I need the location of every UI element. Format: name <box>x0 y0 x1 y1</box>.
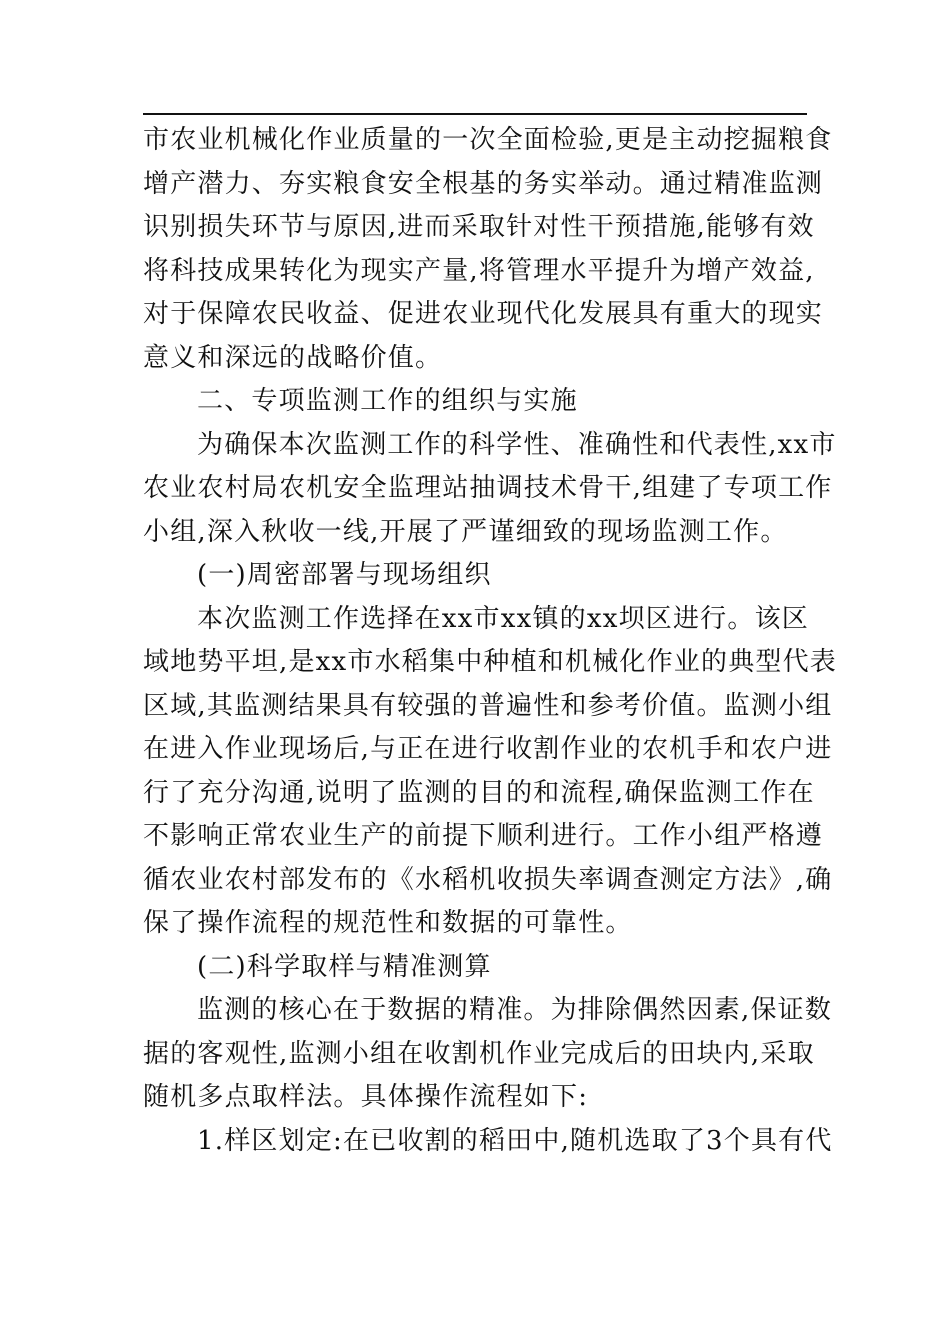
paragraph-line: 小组,深入秋收一线,开展了严谨细致的现场监测工作。 <box>143 516 788 547</box>
paragraph-line: 监测的核心在于数据的精准。为排除偶然因素,保证数 <box>197 995 833 1025</box>
paragraph-line: 识别损失环节与原因,进而采取针对性干预措施,能够有效 <box>143 212 815 242</box>
paragraph-line: 保了操作流程的规范性和数据的可靠性。 <box>143 908 633 938</box>
paragraph-line: 区域,其监测结果具有较强的普遍性和参考价值。监测小组 <box>143 690 833 721</box>
paragraph-line: 对于保障农民收益、促进农业现代化发展具有重大的现实 <box>143 299 824 329</box>
paragraph-line: 随机多点取样法。具体操作流程如下: <box>143 1082 589 1112</box>
paragraph-line: 农业农村局农机安全监理站抽调技术骨干,组建了专项工作 <box>143 473 833 503</box>
paragraph-line: 不影响正常农业生产的前提下顺利进行。工作小组严格遵 <box>143 821 824 851</box>
paragraph-line: 增产潜力、夯实粮食安全根基的务实举动。通过精准监测 <box>143 168 824 199</box>
paragraph-line: 本次监测工作选择在xx市xx镇的xx坝区进行。该区 <box>197 603 809 634</box>
section-heading: 二、专项监测工作的组织与实施 <box>197 386 578 416</box>
paragraph-line: 域地势平坦,是xx市水稻集中种植和机械化作业的典型代表 <box>143 647 837 677</box>
subsection-heading: (二)科学取样与精准测算 <box>197 951 492 982</box>
header-rule <box>143 113 807 115</box>
paragraph-line: 在进入作业现场后,与正在进行收割作业的农机手和农户进 <box>143 734 833 764</box>
paragraph-line: 市农业机械化作业质量的一次全面检验,更是主动挖掘粮食 <box>143 125 833 155</box>
paragraph-line: 行了充分沟通,说明了监测的目的和流程,确保监测工作在 <box>143 777 815 808</box>
paragraph-line: 意义和深远的战略价值。 <box>143 342 443 373</box>
list-item-line: 1.样区划定:在已收割的稻田中,随机选取了3个具有代 <box>197 1125 833 1156</box>
paragraph-line: 将科技成果转化为现实产量,将管理水平提升为增产效益, <box>143 255 815 286</box>
subsection-heading: (一)周密部署与现场组织 <box>197 560 492 590</box>
paragraph-line: 据的客观性,监测小组在收割机作业完成后的田块内,采取 <box>143 1038 815 1069</box>
paragraph-line: 为确保本次监测工作的科学性、准确性和代表性,xx市 <box>197 429 837 460</box>
document-body <box>143 119 837 1163</box>
paragraph-line: 循农业农村部发布的《水稻机收损失率调查测定方法》,确 <box>143 864 833 895</box>
